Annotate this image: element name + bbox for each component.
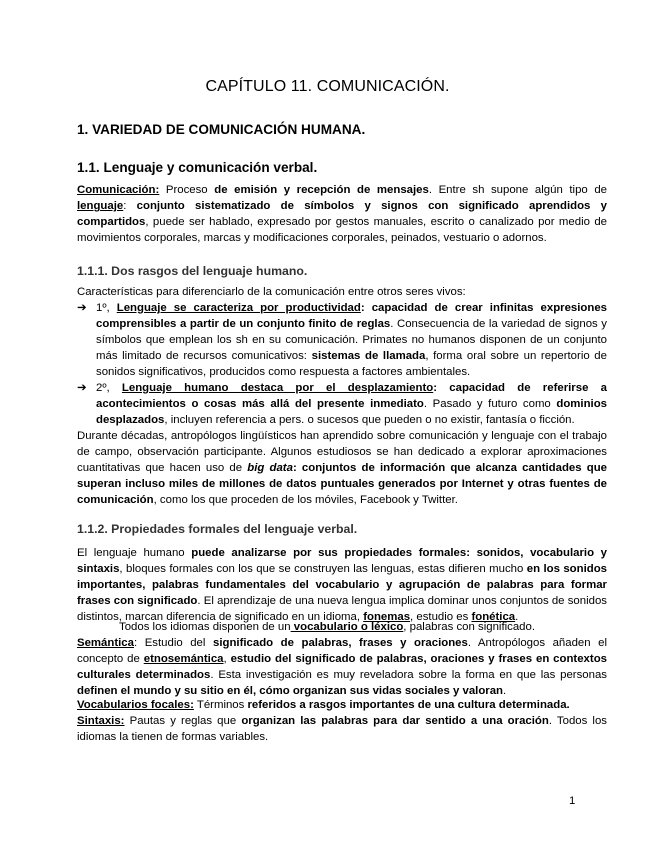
page-number: 1 xyxy=(569,795,576,807)
term-fonemas: fonemas xyxy=(363,611,411,624)
paragraph-semantica xyxy=(77,635,607,699)
bold-span: estudio del significado de palabras, oraciones y frases en contextos culturales determinados xyxy=(77,653,607,682)
text-span: Todos los idiomas disponen de un xyxy=(119,621,291,633)
bold-span: organizan las palabras para dar sentido a una oración xyxy=(241,715,549,727)
text-span: El lenguaje humano xyxy=(77,547,192,559)
chapter-title: CAPÍTULO 11. COMUNICACIÓN. xyxy=(205,78,450,95)
bold-span: referidos a rasgos importantes de una cultura determinada. xyxy=(247,699,570,711)
text-span: , palabras con significado. xyxy=(403,621,536,633)
text-span: . Antropólogos añaden el concepto de xyxy=(77,637,608,666)
paragraph-comunicacion xyxy=(77,182,607,246)
bold-span: dominios desplazados xyxy=(96,398,607,427)
text-span: . Esta investigación es muy reveladora sobre la forma en que las personas xyxy=(210,669,607,682)
bold-span: conjunto sistematizado de símbolos y signos con significado aprendidos y compartidos xyxy=(77,200,607,229)
text-span: . Consecuencia de la variedad de signos y símbolos que emplean los sh en su comunicación. Primates no humanos disponen de un conjunto más limitado de recursos comunicativos: xyxy=(96,318,607,363)
bold-span: en los sonidos importantes, palabras fundamentales del vocabulario y agrupación de palabras para formar frases con significado xyxy=(77,563,607,608)
text-span: . xyxy=(503,685,507,698)
text-span: Pautas y reglas que xyxy=(124,715,242,727)
bold-span: significado de palabras, frases y oraciones xyxy=(212,637,468,649)
arrow-icon: ➔ xyxy=(77,302,87,314)
section-heading: 1. VARIEDAD DE COMUNICACIÓN HUMANA. xyxy=(77,122,366,137)
term-etnosemantica: etnosemántica xyxy=(143,653,224,666)
paragraph-sintaxis xyxy=(77,713,607,745)
paragraph-big-data xyxy=(77,428,607,508)
text-span: , puede ser hablado, expresado por gestos manuales, escrito o canalizado por medio de movimientos corporales, marcas y modificaciones corporales, peinados, vestuario o adornos. xyxy=(77,216,607,245)
bold-span: puede analizarse por sus propiedades formales: sonidos, vocabulario y sintaxis xyxy=(77,547,607,576)
bullet-text xyxy=(96,300,607,380)
term-semantica: Semántica xyxy=(77,637,134,649)
bullet-text xyxy=(96,380,607,428)
text-span: , forma oral sobre un repertorio de sonidos significativos, producidos como respuesta a factores ambientales. xyxy=(96,350,607,379)
text-span: . Entre sh supone algún tipo de xyxy=(428,184,607,196)
bold-span: sistemas de llamada xyxy=(311,350,426,363)
paragraph-vocabulario xyxy=(77,619,607,635)
text-span: , xyxy=(223,653,231,666)
text-span: : Estudio del xyxy=(133,637,213,649)
subsubsection-heading-rasgos: 1.1.1. Dos rasgos del lenguaje humano. xyxy=(77,264,308,278)
bold-span: : conjuntos de información que alcanza cantidades que superan incluso miles de millones de datos puntuales generados por Internet y otras fuentes de comunicación xyxy=(77,462,608,507)
text-span: , como los que proceden de los móviles, Facebook y Twitter. xyxy=(153,494,458,507)
paragraph-vocabularios-focales xyxy=(77,697,607,713)
text-span: , bloques formales con los que se construyen las lenguas, estas difieren mucho xyxy=(119,563,527,576)
subsection-heading: 1.1. Lenguaje y comunicación verbal. xyxy=(77,160,318,175)
term-vocabularios-focales: Vocabularios focales: xyxy=(77,699,194,711)
bold-span: definen el mundo y su sitio en él, cómo organizan sus vidas sociales y valoran xyxy=(77,685,504,698)
text-span: Términos xyxy=(193,699,248,711)
term-comunicacion: Comunicación: xyxy=(77,184,160,196)
term-sintaxis: Sintaxis: xyxy=(77,715,125,727)
paragraph-propiedades xyxy=(77,545,607,625)
text-span: Durante décadas, antropólogos lingüísticos han aprendido sobre comunicación y lenguaje con el trabajo de campo, observación participante. Algunos estudiosos se han dedicado a explorar aproximaciones cuantitativas que hacen uso de xyxy=(77,430,607,475)
text-span: : xyxy=(123,200,137,213)
text-span: , estudio es xyxy=(410,611,472,624)
text-span: , incluyen referencia a pers. o sucesos que pueden o no existir, fantasía o ficción. xyxy=(164,414,575,427)
text-span: Proceso xyxy=(159,184,215,196)
term-fonetica: fonética xyxy=(471,611,516,624)
text-span: . Pasado y futuro como xyxy=(423,398,557,411)
text-span: 1º, xyxy=(96,302,117,314)
text-span: . xyxy=(515,611,519,624)
bullet-productividad xyxy=(77,300,607,380)
paragraph-caracteristicas: Características para diferenciarlo de la comunicación entre otros seres vivos: xyxy=(77,286,466,298)
term-big-data: big data xyxy=(247,462,293,475)
term-vocabulario: vocabulario o léxico xyxy=(290,621,404,633)
text-span: . El aprendizaje de una nueva lengua implica dominar unos conjuntos de sonidos distintos, marcan diferencia de significado en un idioma, xyxy=(77,595,607,624)
bullet-desplazamiento xyxy=(77,380,607,428)
bold-span: de emisión y recepción de mensajes xyxy=(214,184,429,196)
term-productividad: Lenguaje se caracteriza por productividad xyxy=(116,302,361,314)
bold-span: : capacidad de crear infinitas expresiones comprensibles a partir de un conjunto finito de reglas xyxy=(96,302,608,331)
arrow-icon: ➔ xyxy=(77,382,87,394)
subsubsection-heading-propiedades: 1.1.2. Propiedades formales del lenguaje verbal. xyxy=(77,522,358,536)
text-span: . Todos los idiomas la tienen de formas variables. xyxy=(77,715,607,744)
text-span: 2º, xyxy=(96,382,122,394)
term-lenguaje: lenguaje xyxy=(77,200,124,213)
bold-span: : capacidad de referirse a acontecimientos o cosas más allá del presente inmediato xyxy=(96,382,607,411)
term-desplazamiento: Lenguaje humano destaca por el desplazamiento xyxy=(121,382,434,394)
